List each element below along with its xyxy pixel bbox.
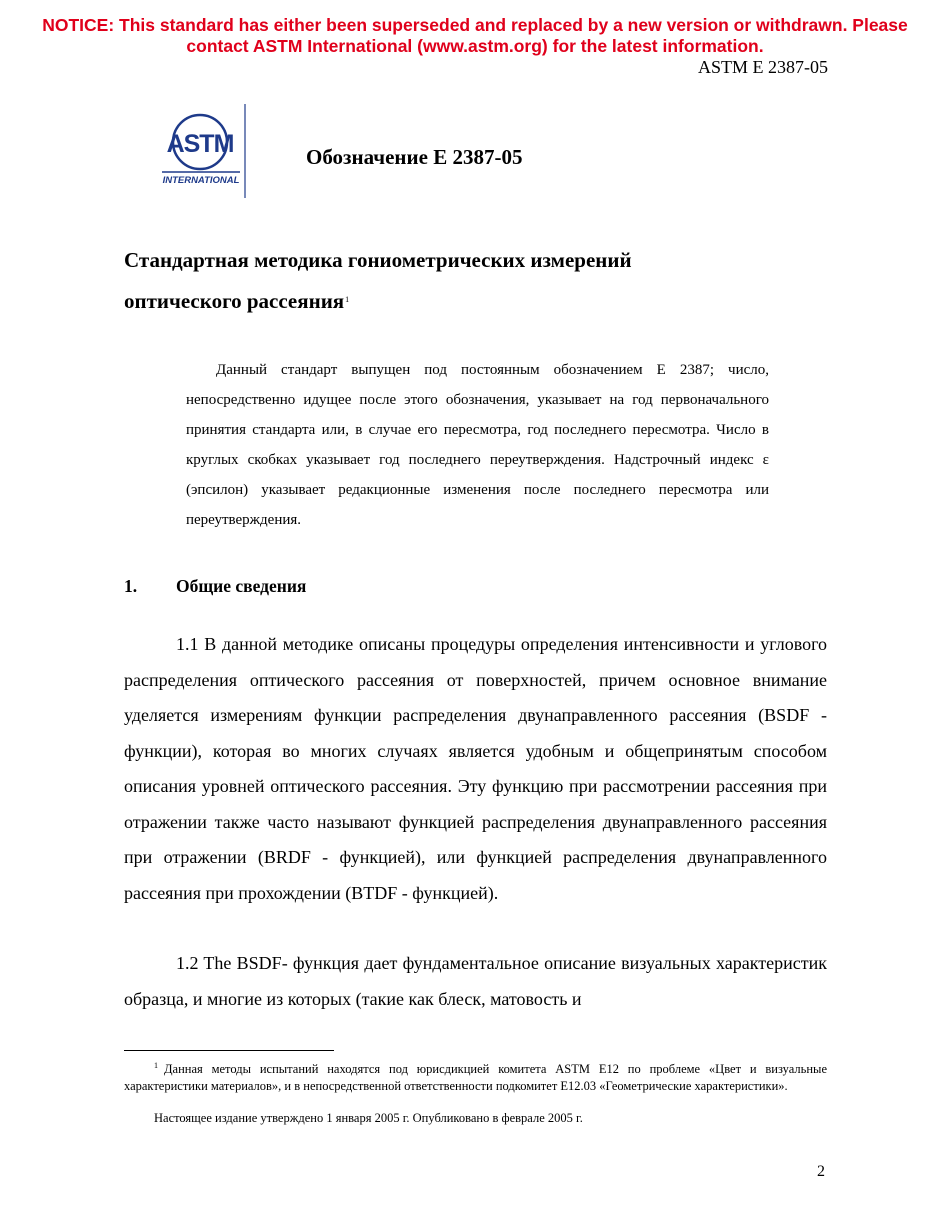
preamble-text: Данный стандарт выпущен под постоянным обозначением Е 2387; число, непосредственно идущее после этого обозначения, указывает на год первоначального принятия стандарта или, в случае его пересмотра, год последнего пересмотра. Число в круглых скобках указывает год последнего переутверждения. Надстрочный индекс ε (эпсилон) указывает редакционные изменения после последнего пересмотра или переутверждения. [186, 362, 769, 528]
footnote-approval: Настоящее издание утверждено 1 января 2005 г. Опубликовано в феврале 2005 г. [154, 1111, 583, 1125]
footnote-marker: 1 [154, 1061, 158, 1070]
section-title: Общие сведения [176, 576, 307, 596]
footnote-1 [124, 1058, 827, 1094]
standard-title [124, 240, 824, 321]
title-line-1: Стандартная методика гониометрических измерений [124, 248, 632, 272]
notice-line-2: contact ASTM International (www.astm.org) for the latest information. [186, 36, 764, 56]
paragraph-1-2: 1.2 The BSDF- функция дает фундаментальное описание визуальных характеристик образца, и многие из которых (такие как блеск, матовость и [124, 953, 827, 1009]
notice-line-1: NOTICE: This standard has either been superseded and replaced by a new version or withdrawn. Please [42, 15, 908, 35]
title-line-2 [124, 280, 824, 321]
designation-heading: Обозначение Е 2387-05 [306, 145, 523, 169]
withdrawal-notice [0, 15, 950, 57]
footnote-divider [124, 1050, 334, 1051]
section-heading [124, 576, 306, 597]
title-footnote-ref[interactable]: 1 [345, 295, 350, 304]
title-line-2-text: оптического рассеяния [124, 289, 345, 313]
astm-logo [158, 104, 248, 198]
logo-sub-text: INTERNATIONAL [162, 175, 240, 186]
document-id: ASTM E 2387-05 [698, 57, 828, 77]
footnote-text: Данная методы испытаний находятся под юрисдикцией комитета ASTM E12 по проблеме «Цвет и визуальные характеристики материалов», и в непосредственной ответственности подкомитет E12.03 «Геометрические характеристики». [124, 1062, 827, 1093]
page-number: 2 [817, 1163, 825, 1180]
paragraph-1-1: 1.1 В данной методике описаны процедуры определения интенсивности и углового распределения оптического рассеяния от поверхностей, причем основное внимание уделяется измерениям функции распределения двунаправленного рассеяния (BSDF - функции), которая во многих случаях является удобным и общепринятым способом описания уровней оптического рассеяния. Эту функцию при рассмотрении рассеяния при отражении также часто называют функцией распределения двунаправленного рассеяния при отражении (BRDF - функцией), или функцией распределения двунаправленного рассеяния при прохождении (BTDF - функцией). [124, 634, 827, 903]
logo-main-text: ASTM [166, 130, 234, 158]
section-number: 1. [124, 576, 138, 596]
